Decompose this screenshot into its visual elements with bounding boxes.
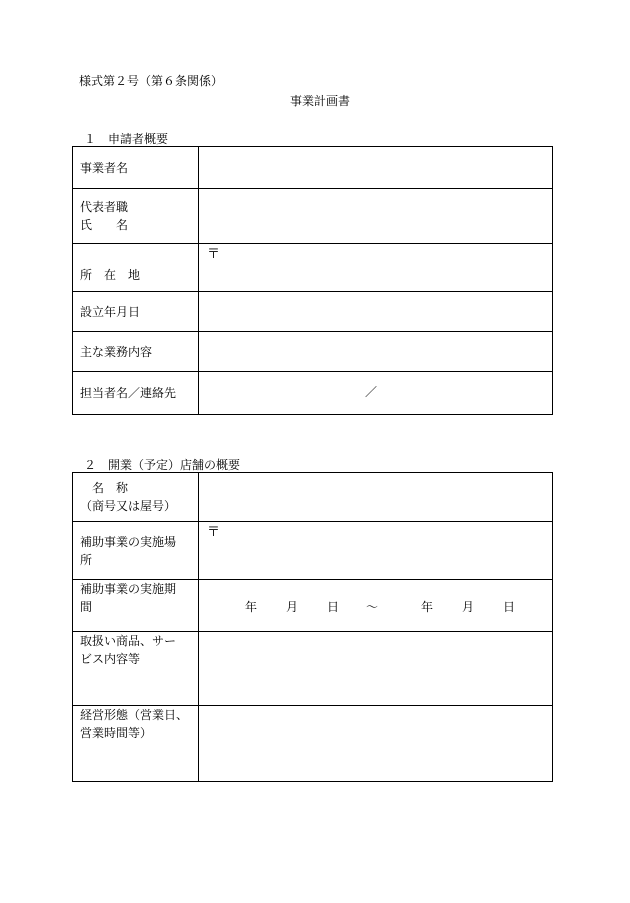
project-location-label-line2: 所 [80,552,93,567]
section-2-heading: ２ 開業（予定）店舗の概要 [84,458,241,472]
management-form-label [73,706,199,782]
established-date-label: 設立年月日 [73,292,199,332]
address-field[interactable] [199,244,553,292]
project-period-label [73,580,199,632]
section-1-heading: １ 申請者概要 [84,132,169,146]
products-services-label [73,632,199,706]
project-period-label-line2: 間 [80,600,93,614]
store-name-label-line2: （商号又は屋号） [80,499,177,513]
business-name-field[interactable] [199,147,553,189]
products-services-field[interactable] [199,632,553,706]
main-business-field[interactable] [199,332,553,372]
applicant-overview-table [72,146,553,415]
form-code: 様式第２号（第６条関係） [79,74,224,88]
representative-label [73,189,199,244]
established-date-field[interactable] [199,292,553,332]
document-title: 事業計画書 [290,94,351,108]
project-period-label-line1: 補助事業の実施期 [80,582,177,596]
table-row [73,244,553,292]
management-form-field[interactable] [199,706,553,782]
table-row [73,632,553,706]
store-name-label [73,473,199,522]
main-business-label: 主な業務内容 [73,332,199,372]
contact-field[interactable] [199,372,553,415]
table-row [73,580,553,632]
project-location-label-line1: 補助事業の実施場 [80,534,177,549]
address-label [73,244,199,292]
period-end-year: 年 [421,600,434,614]
table-row [73,189,553,244]
management-form-label-line1: 経営形態（営業日、 [80,708,189,722]
project-location-field[interactable] [199,522,553,580]
representative-field[interactable] [199,189,553,244]
table-row [73,292,553,332]
period-start-year: 年 [245,600,258,614]
table-row [73,522,553,580]
contact-separator: ／ [365,385,378,399]
postal-mark-icon: 〒 [207,247,221,262]
table-row [73,706,553,782]
products-services-label-line1: 取扱い商品、サー [80,634,177,648]
postal-mark-icon: 〒 [207,525,221,540]
business-name-label: 事業者名 [73,147,199,189]
store-name-label-line1: 名 称 [80,481,129,495]
store-name-field[interactable] [199,473,553,522]
representative-name-label: 氏 名 [80,218,129,232]
representative-title-label: 代表者職 [80,200,129,214]
period-end-month: 月 [462,600,475,614]
period-start-month: 月 [286,600,299,614]
address-label-text: 所 在 地 [80,267,141,282]
period-tilde: ～ [366,600,379,614]
store-overview-table [72,472,553,782]
contact-label: 担当者名／連絡先 [73,372,199,415]
period-end-day: 日 [503,600,516,614]
project-location-label [73,522,199,580]
table-row [73,372,553,415]
management-form-label-line2: 営業時間等） [80,726,153,740]
project-period-field[interactable] [199,580,553,632]
table-row [73,147,553,189]
table-row [73,332,553,372]
table-row [73,473,553,522]
products-services-label-line2: ビス内容等 [80,652,141,666]
period-start-day: 日 [327,600,340,614]
